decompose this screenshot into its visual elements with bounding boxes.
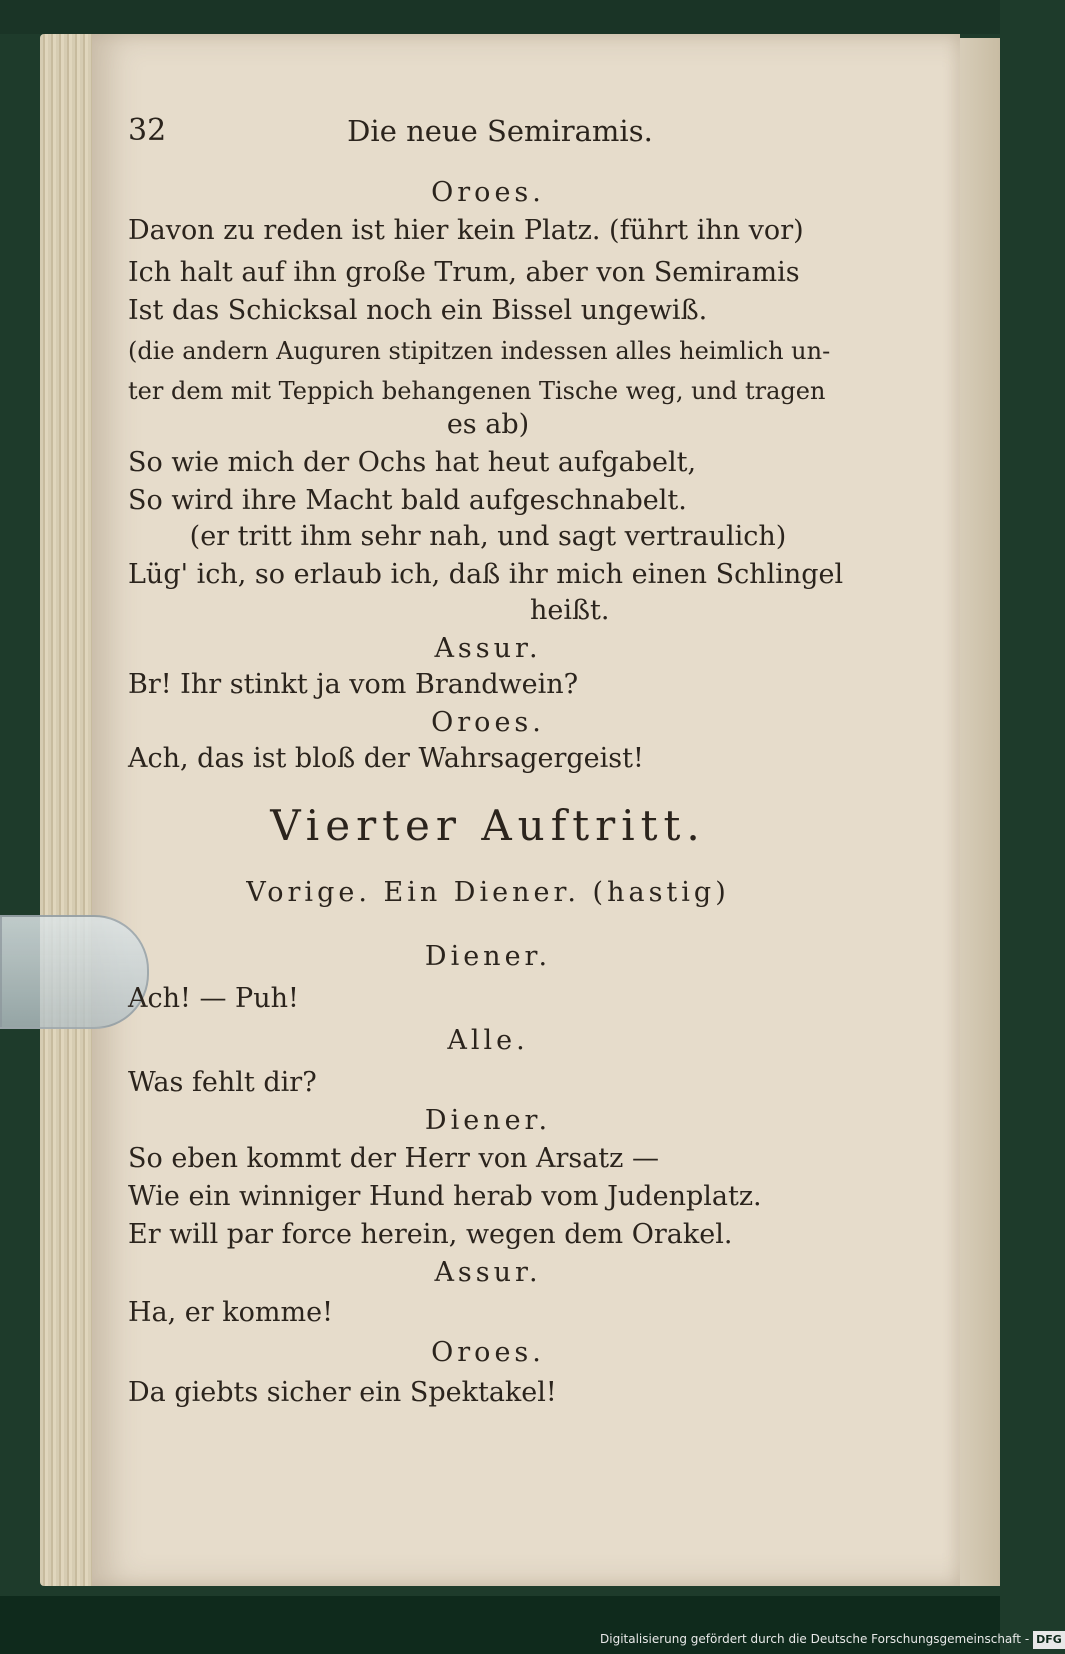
digitization-credit — [600, 1630, 1062, 1648]
verse-line: Wie ein winniger Hund herab vom Judenplatz. — [128, 1181, 762, 1212]
stage-direction: (er tritt ihm sehr nah, und sagt vertraulich) — [189, 521, 787, 552]
stage-direction: ter dem mit Teppich behangenen Tische weg, und tragen — [128, 377, 826, 405]
speaker-name: Oroes. — [431, 177, 545, 208]
speaker-name: Diener. — [424, 1105, 552, 1136]
verse-line: Ha, er komme! — [128, 1297, 333, 1328]
speaker-name: Alle. — [447, 1025, 529, 1056]
speaker-name: Assur. — [434, 633, 542, 664]
speaker-name: Assur. — [434, 1257, 542, 1288]
cast-line: Vorige. Ein Diener. (hastig) — [246, 877, 730, 908]
verse-line: Lüg' ich, so erlaub ich, daß ihr mich einen Schlingel — [128, 559, 844, 590]
verse-line: Ach! — Puh! — [128, 983, 299, 1014]
verse-line: So wird ihre Macht bald aufgeschnabelt. — [128, 485, 687, 516]
verse-line: Ich halt auf ihn große Trum, aber von Semiramis — [128, 257, 800, 288]
verse-line: Ist das Schicksal noch ein Bissel ungewiß. — [128, 295, 708, 326]
stage-direction: (die andern Auguren stipitzen indessen alles heimlich un- — [128, 337, 831, 365]
dfg-logo: DFG — [1033, 1631, 1065, 1649]
stage-direction: es ab) — [446, 409, 530, 440]
verse-line: Br! Ihr stinkt ja vom Brandwein? — [128, 669, 579, 700]
verse-line: Da giebts sicher ein Spektakel! — [128, 1377, 557, 1408]
verse-line: Davon zu reden ist hier kein Platz. (führt ihn vor) — [128, 215, 804, 246]
speaker-name: Oroes. — [431, 707, 545, 738]
speaker-name: Diener. — [424, 941, 552, 972]
scene-heading: Vierter Auftritt. — [270, 801, 706, 850]
running-title: Die neue Semiramis. — [347, 114, 653, 148]
verse-line: Was fehlt dir? — [128, 1067, 317, 1098]
verse-continuation: heißt. — [530, 595, 610, 626]
verse-line: Er will par force herein, wegen dem Orakel. — [128, 1219, 733, 1250]
verse-line: So eben kommt der Herr von Arsatz — — [128, 1143, 659, 1174]
speaker-name: Oroes. — [431, 1337, 545, 1368]
page-number: 32 — [128, 113, 167, 148]
credit-text: Digitalisierung gefördert durch die Deutsche Forschungsgemeinschaft - — [600, 1632, 1030, 1646]
verse-line: So wie mich der Ochs hat heut aufgabelt, — [128, 447, 697, 478]
verse-line: Ach, das ist bloß der Wahrsagergeist! — [128, 743, 644, 774]
